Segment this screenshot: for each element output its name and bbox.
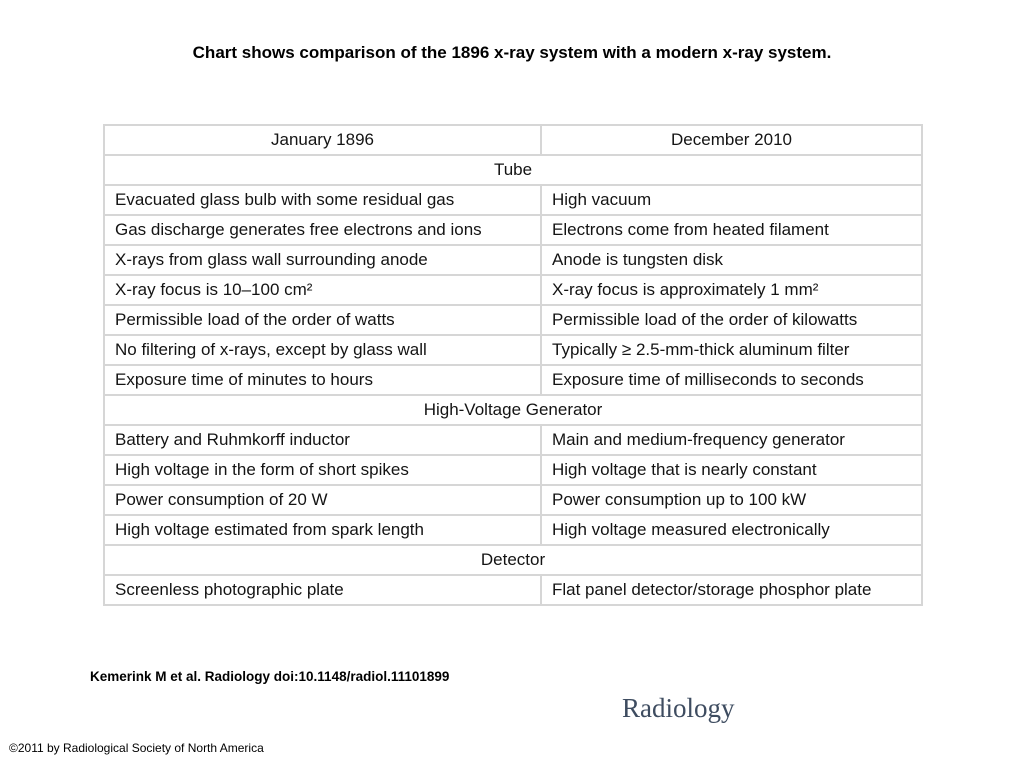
page-title: Chart shows comparison of the 1896 x-ray system with a modern x-ray system. bbox=[192, 43, 832, 62]
cell-1896: Power consumption of 20 W bbox=[104, 485, 541, 515]
table-row bbox=[104, 575, 922, 605]
section-label: Tube bbox=[104, 155, 922, 185]
cell-2010: Typically ≥ 2.5-mm-thick aluminum filter bbox=[541, 335, 922, 365]
cell-2010: Power consumption up to 100 kW bbox=[541, 485, 922, 515]
cell-2010: Electrons come from heated filament bbox=[541, 215, 922, 245]
table-row bbox=[104, 515, 922, 545]
column-header-2010: December 2010 bbox=[541, 125, 922, 155]
cell-2010: Flat panel detector/storage phosphor plate bbox=[541, 575, 922, 605]
radiology-logo: Radiology bbox=[622, 693, 735, 723]
cell-1896: Evacuated glass bulb with some residual gas bbox=[104, 185, 541, 215]
table-row bbox=[104, 275, 922, 305]
copyright-notice: ©2011 by Radiological Society of North America bbox=[9, 741, 264, 755]
cell-1896: Permissible load of the order of watts bbox=[104, 305, 541, 335]
cell-2010: High voltage measured electronically bbox=[541, 515, 922, 545]
cell-1896: Gas discharge generates free electrons and ions bbox=[104, 215, 541, 245]
section-row bbox=[104, 545, 922, 575]
cell-2010: Exposure time of milliseconds to seconds bbox=[541, 365, 922, 395]
table-row bbox=[104, 215, 922, 245]
cell-2010: Permissible load of the order of kilowatts bbox=[541, 305, 922, 335]
table-row bbox=[104, 425, 922, 455]
section-row bbox=[104, 395, 922, 425]
cell-2010: High voltage that is nearly constant bbox=[541, 455, 922, 485]
cell-2010: Anode is tungsten disk bbox=[541, 245, 922, 275]
table-row bbox=[104, 305, 922, 335]
cell-1896: Screenless photographic plate bbox=[104, 575, 541, 605]
table-row bbox=[104, 455, 922, 485]
cell-1896: High voltage in the form of short spikes bbox=[104, 455, 541, 485]
comparison-table bbox=[103, 124, 923, 606]
cell-2010: X-ray focus is approximately 1 mm² bbox=[541, 275, 922, 305]
cell-1896: Battery and Ruhmkorff inductor bbox=[104, 425, 541, 455]
table-row bbox=[104, 245, 922, 275]
table-row bbox=[104, 335, 922, 365]
citation: Kemerink M et al. Radiology doi:10.1148/radiol.11101899 bbox=[90, 669, 450, 684]
cell-1896: Exposure time of minutes to hours bbox=[104, 365, 541, 395]
column-header-1896: January 1896 bbox=[104, 125, 541, 155]
cell-1896: X-rays from glass wall surrounding anode bbox=[104, 245, 541, 275]
cell-1896: High voltage estimated from spark length bbox=[104, 515, 541, 545]
section-label: Detector bbox=[104, 545, 922, 575]
table-row bbox=[104, 185, 922, 215]
cell-2010: Main and medium-frequency generator bbox=[541, 425, 922, 455]
header-row bbox=[104, 125, 922, 155]
cell-1896: No filtering of x-rays, except by glass wall bbox=[104, 335, 541, 365]
cell-2010: High vacuum bbox=[541, 185, 922, 215]
cell-1896: X-ray focus is 10–100 cm² bbox=[104, 275, 541, 305]
table-row bbox=[104, 485, 922, 515]
section-row bbox=[104, 155, 922, 185]
section-label: High-Voltage Generator bbox=[104, 395, 922, 425]
table-row bbox=[104, 365, 922, 395]
